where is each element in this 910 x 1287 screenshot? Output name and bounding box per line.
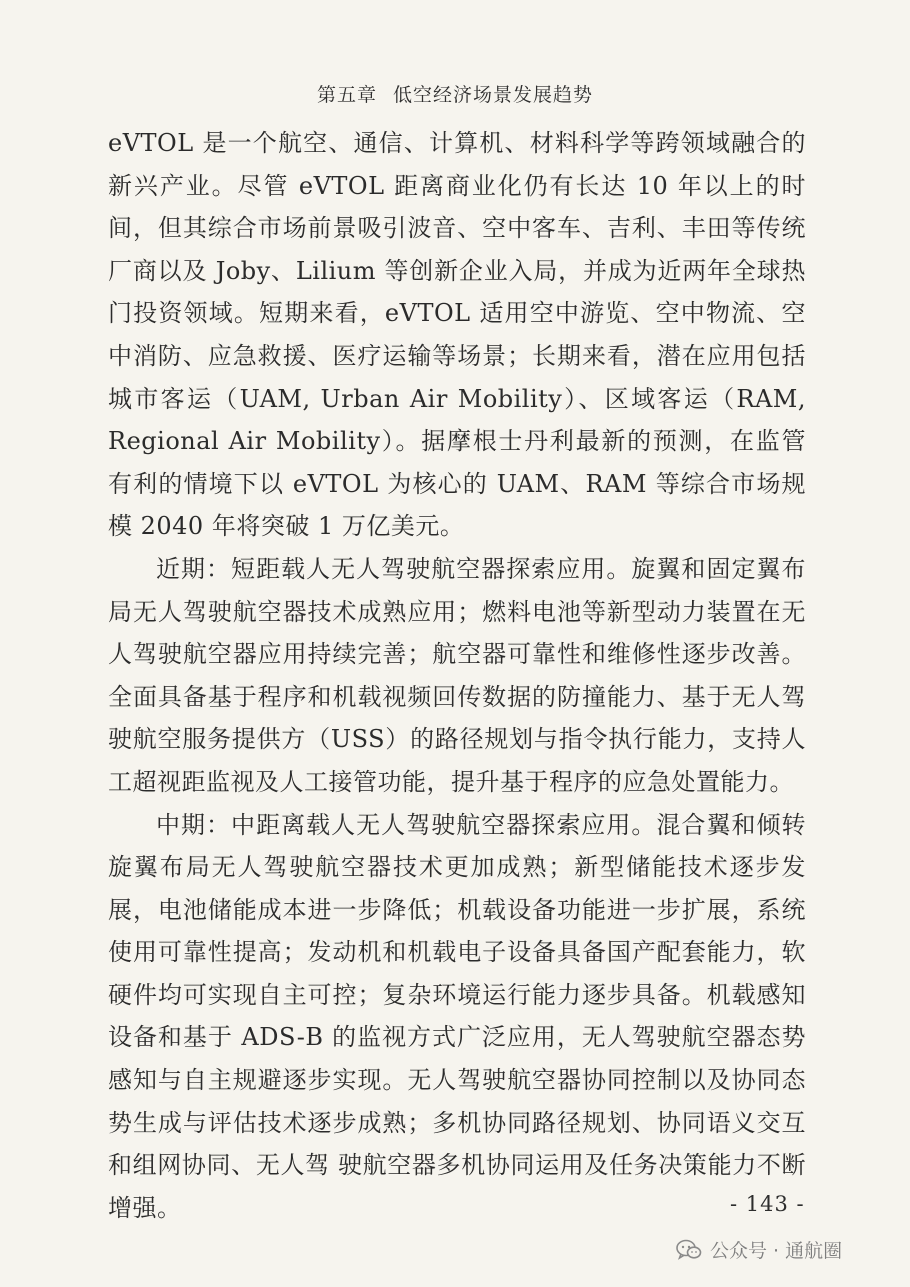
watermark: [676, 1236, 842, 1263]
paragraph-mid-term: 中期：中距离载人无人驾驶航空器探索应用。混合翼和倾转旋翼布局无人驾驶航空器技术更加成熟；新型储能技术逐步发展，电池储能成本进一步降低；机载设备功能进一步扩展，系统使用可靠性提高；发动机和机载电子设备具备国产配套能力，软硬件均可实现自主可控；复杂环境运行能力逐步具备。机载感知设备和基于 ADS-B 的监视方式广泛应用，无人驾驶航空器态势感知与自主规避逐步实现。无人驾驶航空器协同控制以及协同态势生成与评估技术逐步成熟；多机协同路径规划、协同语义交互和组网协同、无人驾 驶航空器多机协同运用及任务决策能力不断增强。: [108, 810, 806, 1222]
paragraph-evtol: eVTOL 是一个航空、通信、计算机、材料科学等跨领域融合的新兴产业。尽管 eVTOL 距离商业化仍有长达 10 年以上的时间，但其综合市场前景吸引波音、空中客车、吉利、丰田等传统厂商以及 Joby、Lilium 等创新企业入局，并成为近两年全球热门投资领域。短期来看，eVTOL 适用空中游览、空中物流、空中消防、应急救援、医疗运输等场景；长期来看，潜在应用包括城市客运（UAM, Urban Air Mobility）、区域客运（RAM, Regional Air Mobility）。据摩根士丹利最新的预测，在监管有利的情境下以 eVTOL 为核心的 UAM、RAM 等综合市场规模 2040 年将突破 1 万亿美元。: [108, 129, 806, 541]
page-number: - 143 -: [730, 1192, 805, 1216]
watermark-text: 公众号 · 通航圈: [710, 1240, 843, 1262]
chapter-label: 第五章: [316, 84, 377, 106]
wechat-icon: [676, 1239, 702, 1261]
body-text: [108, 122, 806, 1229]
chapter-title: 低空经济场景发展趋势: [393, 84, 594, 106]
page-header: [0, 80, 910, 107]
paragraph-near-term: 近期：短距载人无人驾驶航空器探索应用。旋翼和固定翼布局无人驾驶航空器技术成熟应用；燃料电池等新型动力装置在无人驾驶航空器应用持续完善；航空器可靠性和维修性逐步改善。全面具备基于程序和机载视频回传数据的防撞能力、基于无人驾驶航空服务提供方（USS）的路径规划与指令执行能力，支持人工超视距监视及人工接管功能，提升基于程序的应急处置能力。: [108, 554, 806, 796]
